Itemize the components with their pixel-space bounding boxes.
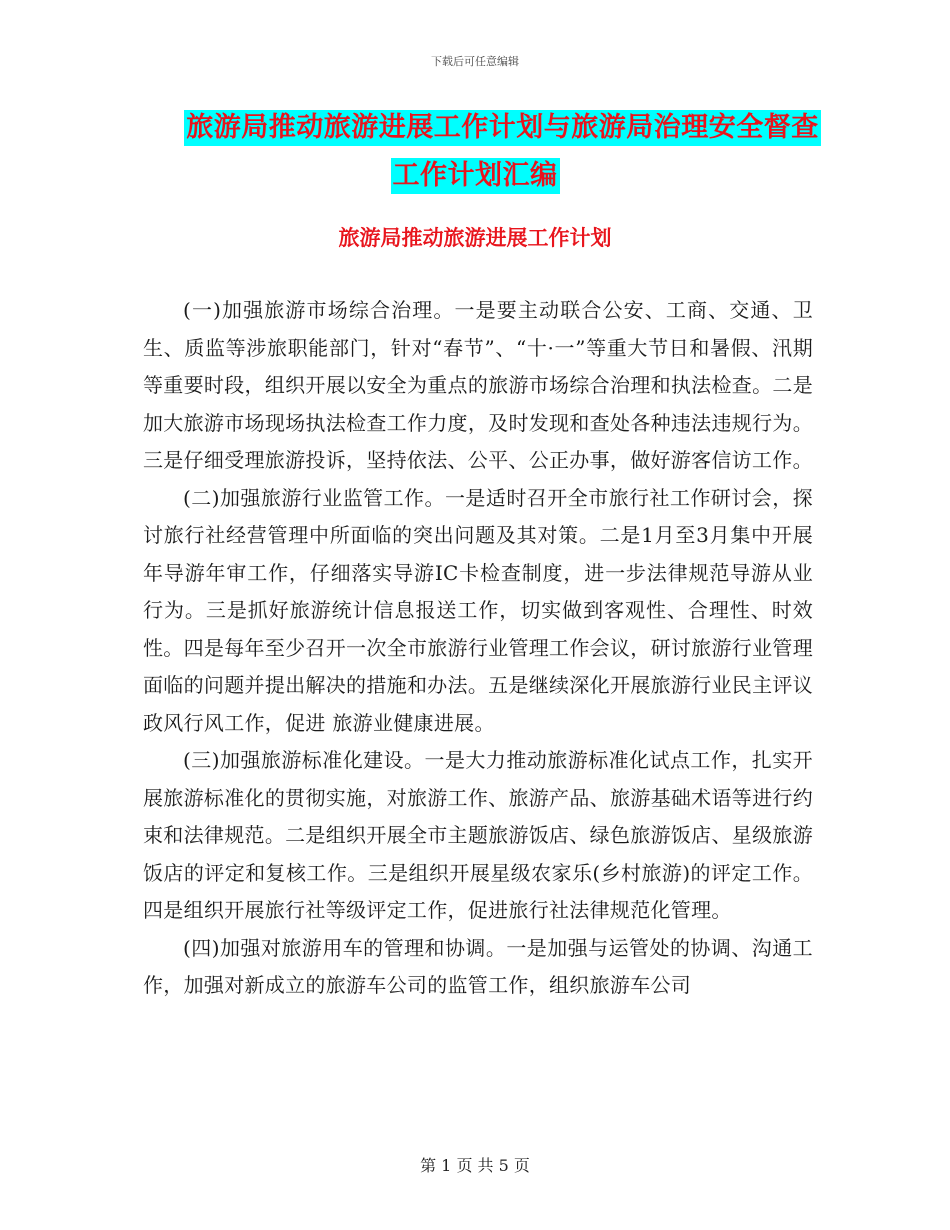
section-title: 旅游局推动旅游进展工作计划 bbox=[338, 225, 612, 250]
page-footer: 第 1 页 共 5 页 bbox=[420, 1156, 530, 1175]
body-text bbox=[143, 292, 813, 1005]
paragraph-1: (一)加强旅游市场综合治理。一是要主动联合公安、工商、交通、卫生、质监等涉旅职能部门，针对“春节”、“十·一”等重大节日和暑假、汛期等重要时段，组织开展以安全为重点的旅游市场综合治理和执法检查。二是加大旅游市场现场执法检查工作力度，及时发现和查处各种违法违规行为。三是仔细受理旅游投诉，坚持依法、公平、公正办事，做好游客信访工作。 bbox=[143, 298, 813, 472]
title-line-2: 工作计划汇编 bbox=[391, 158, 560, 194]
document-title bbox=[0, 110, 950, 194]
paragraph-2: (二)加强旅游行业监管工作。一是适时召开全市旅行社工作研讨会，探讨旅行社经营管理中所面临的突出问题及其对策。二是1月至3月集中开展 年导游年审工作，仔细落实导游IC卡检查制度，进一步法律规范导游从业行为。三是抓好旅游统计信息报送工作，切实做到客观性、合理性、时效性。四是每年至少召开一次全市旅游行业管理工作会议，研讨旅游行业管理面临的问题并提出解决的措施和办法。五是继续深化开展旅游行业民主评议政风行风工作，促进 旅游业健康进展。 bbox=[143, 485, 813, 735]
paragraph-3: (三)加强旅游标准化建设。一是大力推动旅游标准化试点工作，扎实开展旅游标准化的贯彻实施，对旅游工作、旅游产品、旅游基础术语等进行约束和法律规范。二是组织开展全市主题旅游饭店、绿色旅游饭店、星级旅游饭店的评定和复核工作。三是组织开展星级农家乐(乡村旅游)的评定工作。四是组织开展旅行社等级评定工作，促进旅行社法律规范化管理。 bbox=[143, 748, 813, 922]
title-line-1: 旅游局推动旅游进展工作计划与旅游局治理安全督查 bbox=[184, 110, 821, 146]
paragraph-4: (四)加强对旅游用车的管理和协调。一是加强与运管处的协调、沟通工作，加强对新成立的旅游车公司的监管工作，组织旅游车公司 bbox=[143, 935, 813, 997]
header-note: 下载后可任意编辑 bbox=[431, 55, 519, 68]
